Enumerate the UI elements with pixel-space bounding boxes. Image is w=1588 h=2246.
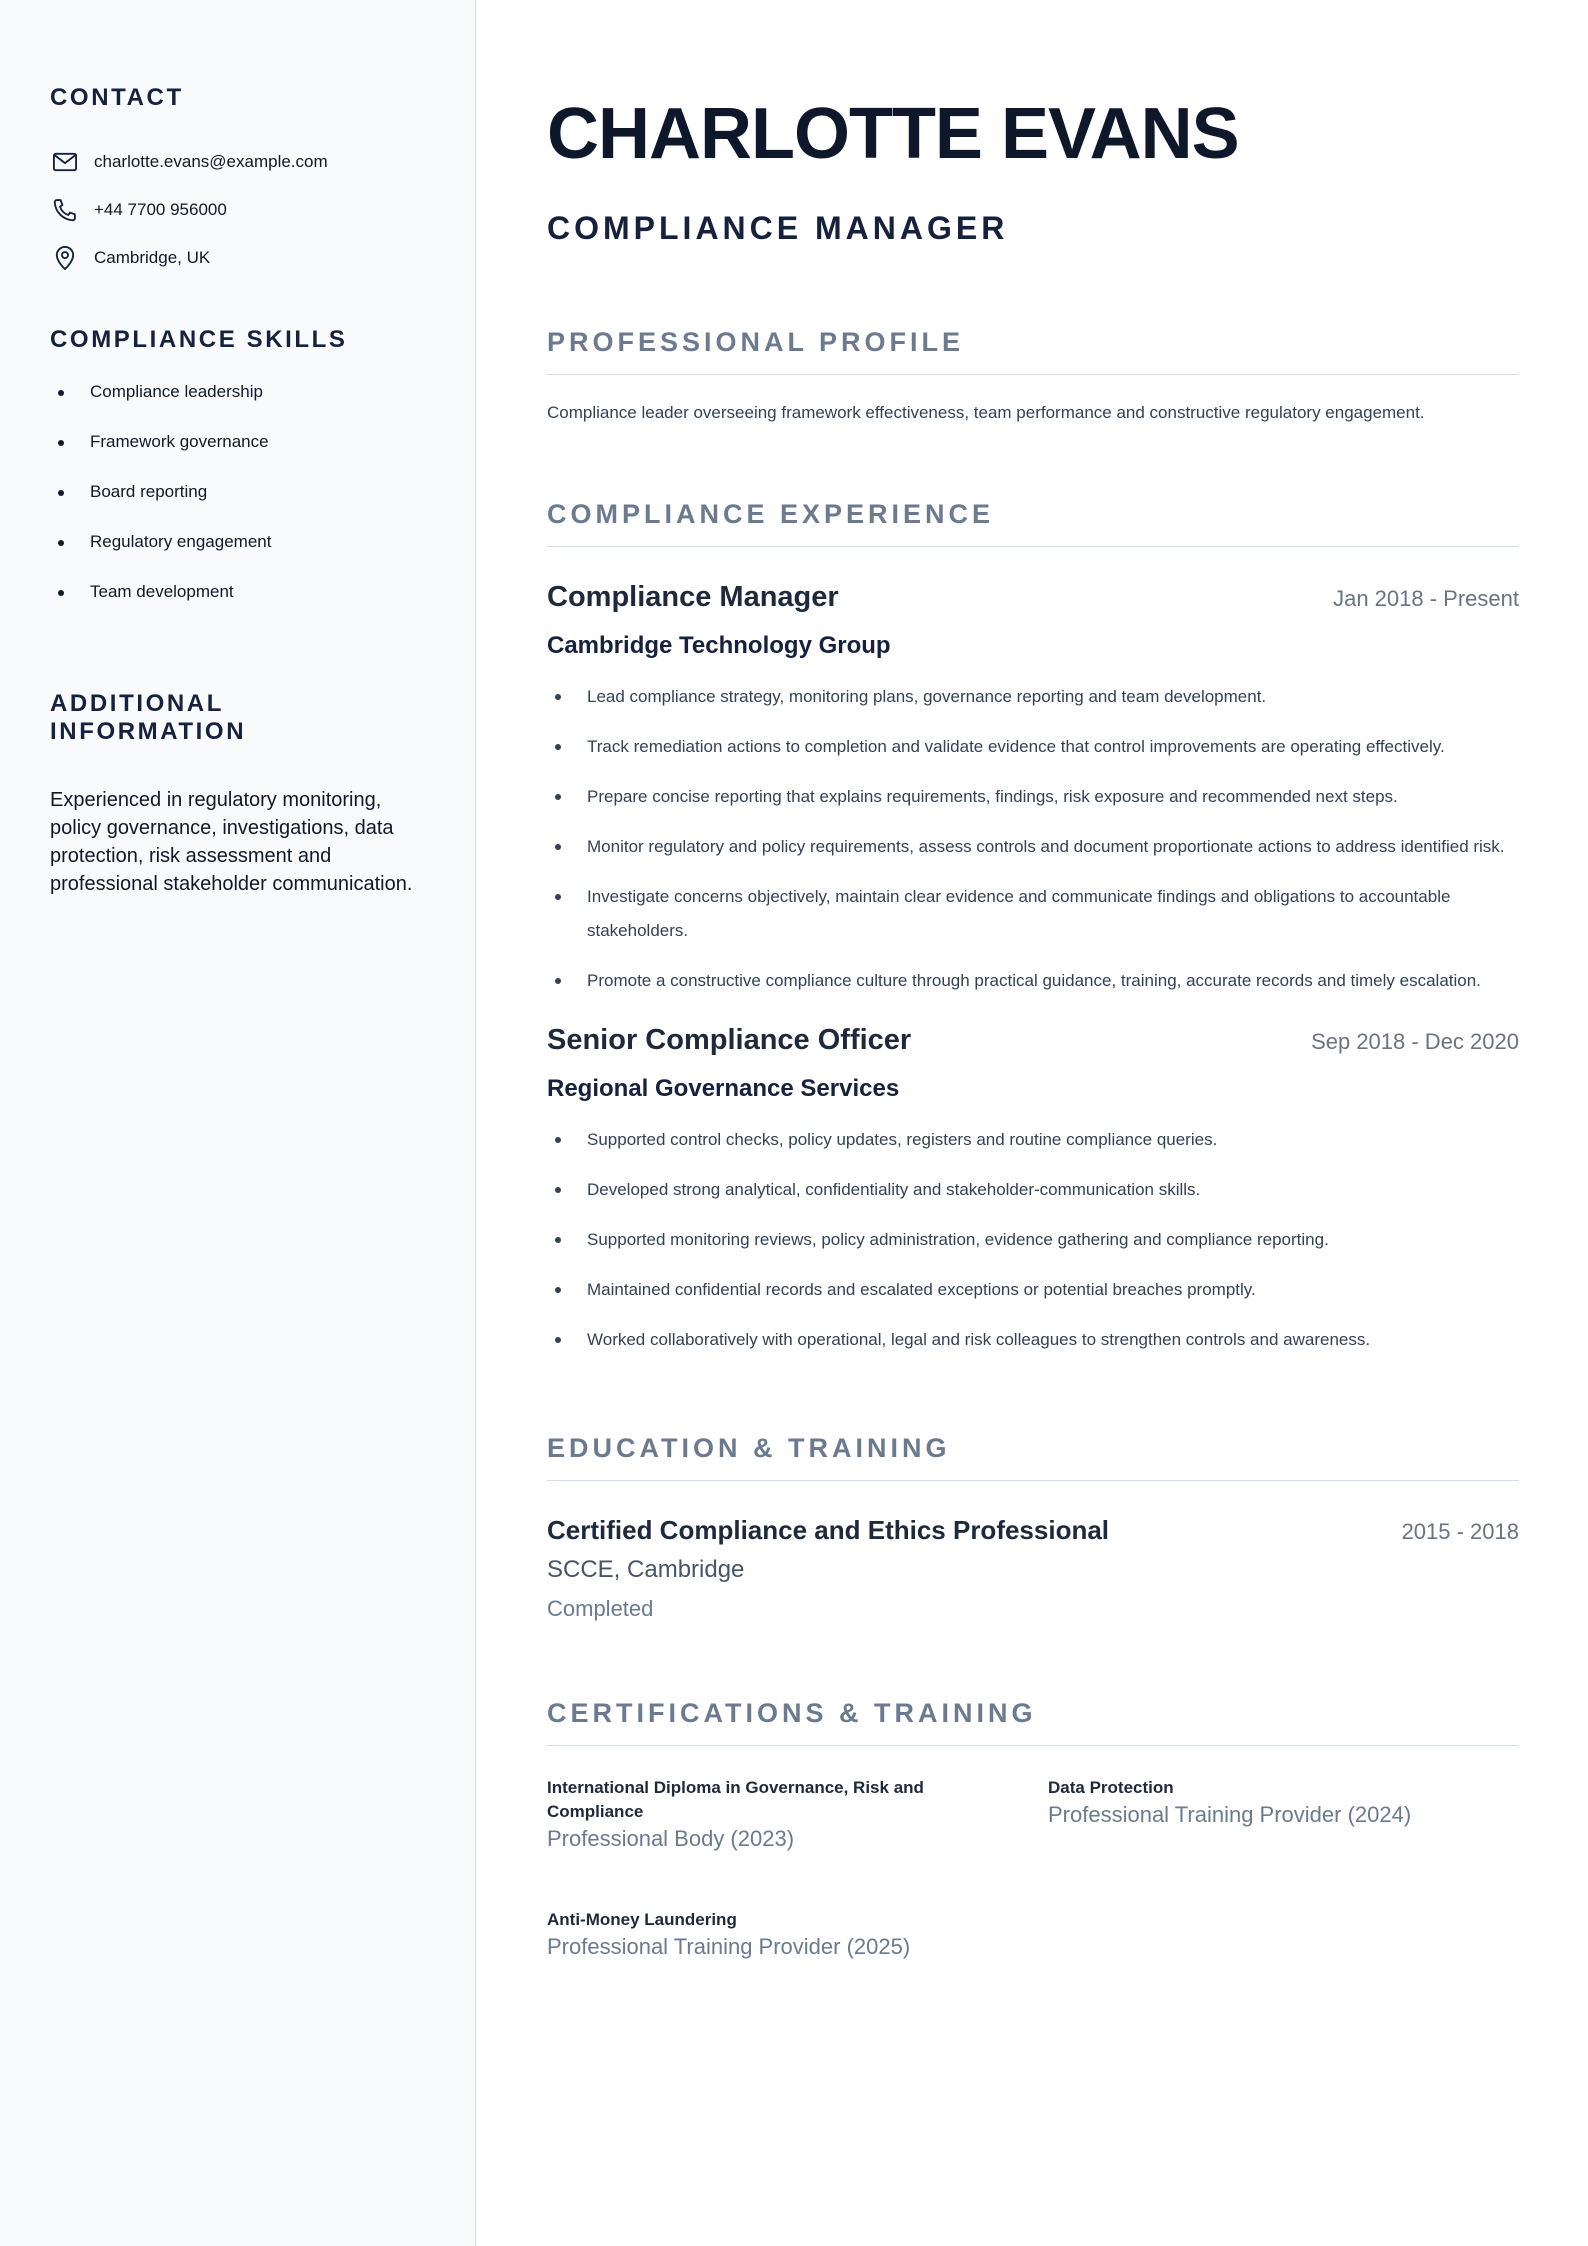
job-bullet: Developed strong analytical, confidentiality and stakeholder-communication skills. <box>547 1173 1519 1207</box>
job-company: Regional Governance Services <box>547 1075 900 1102</box>
experience-heading: COMPLIANCE EXPERIENCE <box>547 499 1519 547</box>
education-status: Completed <box>547 1596 654 1621</box>
job-entry <box>547 581 1519 998</box>
certification-name: Data Protection <box>1048 1778 1174 1797</box>
education-entry <box>547 1515 1519 1622</box>
job-title: Senior Compliance Officer <box>547 1024 912 1056</box>
job-bullets <box>547 680 1519 998</box>
certification-issuer: Professional Training Provider (2024) <box>1048 1802 1412 1827</box>
job-entry <box>547 1024 1519 1357</box>
skill-item: Regulatory engagement <box>50 530 425 580</box>
education-title: Certified Compliance and Ethics Professional <box>547 1515 1110 1545</box>
job-bullet: Prepare concise reporting that explains requirements, findings, risk exposure and recommended next steps. <box>547 780 1519 814</box>
certification-name: International Diploma in Governance, Risk and Compliance <box>547 1778 924 1821</box>
job-bullet: Lead compliance strategy, monitoring plans, governance reporting and team development. <box>547 680 1519 714</box>
profile-text: Compliance leader overseeing framework effectiveness, team performance and constructive regulatory engagement. <box>547 403 1425 422</box>
skills-list <box>50 380 425 630</box>
profile-heading: PROFESSIONAL PROFILE <box>547 327 1519 375</box>
job-bullet: Maintained confidential records and escalated exceptions or potential breaches promptly. <box>547 1273 1519 1307</box>
profile-section <box>547 327 1588 425</box>
email-text[interactable]: charlotte.evans@example.com <box>94 152 328 171</box>
skills-section <box>50 326 425 630</box>
job-header <box>547 581 1519 614</box>
certification-item <box>547 1908 1048 1960</box>
education-institution: SCCE, Cambridge <box>547 1556 745 1583</box>
candidate-role: COMPLIANCE MANAGER <box>547 210 1009 246</box>
job-bullet: Track remediation actions to completion and validate evidence that control improvements are operating effectively. <box>547 730 1519 764</box>
map-pin-icon <box>50 243 80 273</box>
candidate-name: CHARLOTTE EVANS <box>547 94 1239 174</box>
job-company: Cambridge Technology Group <box>547 632 891 659</box>
location-text: Cambridge, UK <box>94 248 211 267</box>
job-title: Compliance Manager <box>547 581 839 613</box>
job-bullet: Monitor regulatory and policy requirements, assess controls and document proportionate actions to address identified risk. <box>547 830 1519 864</box>
skill-item: Team development <box>50 580 425 630</box>
certifications-heading: CERTIFICATIONS & TRAINING <box>547 1698 1519 1746</box>
phone-icon <box>50 195 80 225</box>
sidebar <box>0 0 476 2246</box>
experience-section <box>547 499 1588 1357</box>
contact-location <box>50 234 425 282</box>
envelope-icon <box>50 147 80 177</box>
job-dates: Sep 2018 - Dec 2020 <box>1311 1029 1519 1054</box>
skills-heading: COMPLIANCE SKILLS <box>50 326 348 353</box>
certification-issuer: Professional Training Provider (2025) <box>547 1934 911 1959</box>
additional-section <box>50 690 425 898</box>
additional-heading: ADDITIONAL INFORMATION <box>50 690 247 745</box>
certifications-grid <box>547 1776 1519 1960</box>
job-header <box>547 1024 1519 1057</box>
education-header <box>547 1515 1519 1546</box>
job-dates: Jan 2018 - Present <box>1333 586 1519 611</box>
certification-item <box>547 1776 1048 1852</box>
skill-item: Board reporting <box>50 480 425 530</box>
job-bullet: Supported control checks, policy updates, registers and routine compliance queries. <box>547 1123 1519 1157</box>
certification-issuer: Professional Body (2023) <box>547 1826 795 1851</box>
job-bullet: Promote a constructive compliance culture through practical guidance, training, accurate records and timely escalation. <box>547 964 1519 998</box>
certification-item <box>1048 1776 1519 1852</box>
phone-text[interactable]: +44 7700 956000 <box>94 200 227 219</box>
contact-heading: CONTACT <box>50 84 184 111</box>
certifications-section <box>547 1698 1588 1960</box>
contact-email <box>50 138 425 186</box>
skill-item: Framework governance <box>50 430 425 480</box>
certification-name: Anti-Money Laundering <box>547 1910 737 1929</box>
contact-section <box>50 84 425 282</box>
job-bullet: Investigate concerns objectively, maintain clear evidence and communicate findings and obligations to accountable stakeholders. <box>547 880 1519 948</box>
education-dates: 2015 - 2018 <box>1401 1519 1519 1544</box>
main-content <box>477 0 1588 2246</box>
contact-list <box>50 138 425 282</box>
job-bullet: Worked collaboratively with operational, legal and risk colleagues to strengthen controls and awareness. <box>547 1323 1519 1357</box>
contact-phone <box>50 186 425 234</box>
job-bullets <box>547 1123 1519 1357</box>
job-bullet: Supported monitoring reviews, policy administration, evidence gathering and compliance reporting. <box>547 1223 1519 1257</box>
skill-item: Compliance leadership <box>50 380 425 430</box>
additional-text: Experienced in regulatory monitoring, policy governance, investigations, data protection, risk assessment and professional stakeholder communication. <box>50 789 413 895</box>
education-section <box>547 1433 1588 1622</box>
education-heading: EDUCATION & TRAINING <box>547 1433 1519 1481</box>
